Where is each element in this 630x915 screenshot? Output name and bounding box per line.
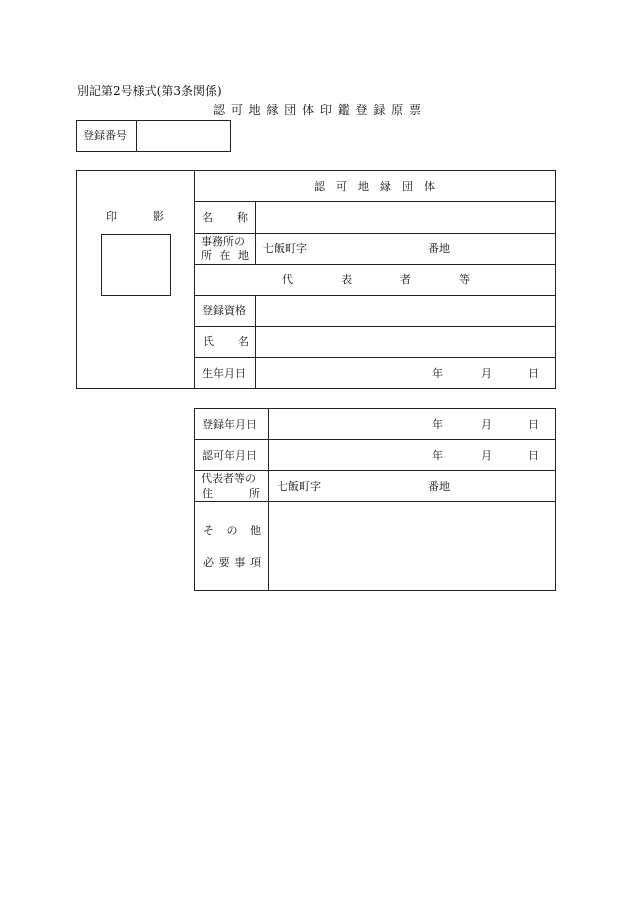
office-town: 七飯町字 [263, 242, 307, 255]
authorized-group-header: 認 可 地 縁 団 体 [314, 180, 435, 193]
seal-impression-box [101, 234, 171, 296]
birthdate-year: 年 [432, 367, 443, 380]
birthdate-label: 生年月日 [202, 367, 246, 380]
birthdate-month: 月 [481, 367, 492, 380]
other-label-line1: そ の 他 [203, 524, 261, 537]
office-label-line2: 所 在 地 [201, 249, 249, 262]
office-banchi: 番地 [428, 242, 450, 255]
rep-address-label-line1: 代表者等の [201, 472, 256, 485]
approved-date-label: 認可年月日 [202, 449, 257, 462]
rep-address-town: 七飯町字 [277, 480, 321, 493]
registered-date-month: 月 [481, 418, 492, 431]
registered-date-year: 年 [432, 418, 443, 431]
other-label-line2: 必 要 事 項 [203, 556, 261, 569]
registered-date-label: 登録年月日 [202, 418, 257, 431]
representative-header: 代 表 者 等 [282, 273, 470, 286]
office-label-line1: 事務所の [201, 235, 245, 248]
birthdate-day: 日 [528, 367, 539, 380]
registered-date-day: 日 [528, 418, 539, 431]
approved-date-month: 月 [481, 449, 492, 462]
approved-date-day: 日 [528, 449, 539, 462]
qualification-label: 登録資格 [202, 304, 246, 317]
name-label: 名 称 [202, 211, 248, 224]
person-name-label: 氏 名 [203, 335, 249, 348]
registration-number-label: 登録番号 [83, 129, 127, 142]
rep-address-banchi: 番地 [428, 480, 450, 493]
seal-impression-label: 印 影 [106, 210, 164, 223]
form-label: 別記第2号様式(第3条関係) [77, 84, 222, 98]
rep-address-label-line2: 住 所 [202, 487, 260, 500]
approved-date-year: 年 [432, 449, 443, 462]
page-title: 認 可 地 縁 団 体 印 鑑 登 録 原 票 [213, 103, 422, 117]
